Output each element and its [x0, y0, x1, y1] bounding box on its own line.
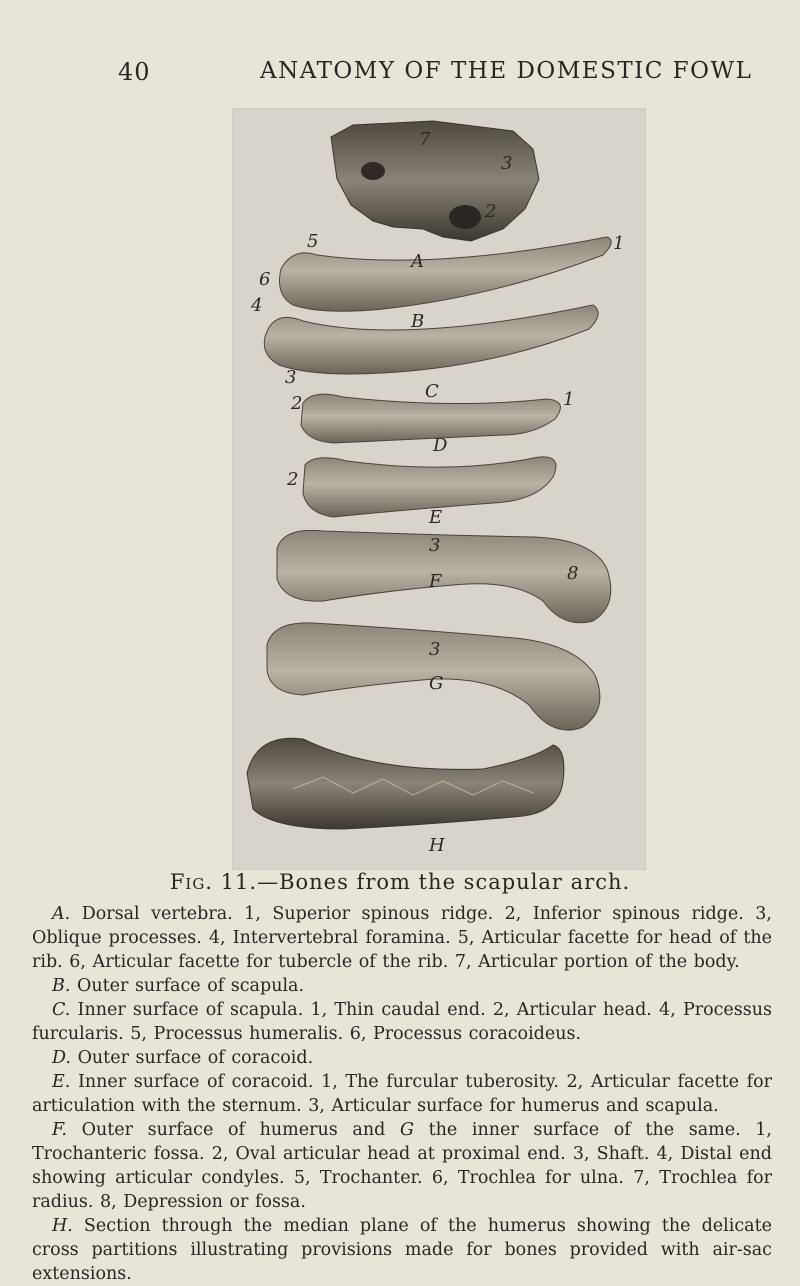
- legend-letter-a: A.: [52, 904, 71, 924]
- legend-paragraph-e: [32, 1070, 772, 1118]
- bone-a-number-7: 7: [419, 129, 431, 150]
- bone-c-number-3: 3: [285, 367, 297, 388]
- bone-d-number-2: 2: [287, 469, 299, 490]
- bone-a-number-4: 4: [251, 295, 263, 316]
- caption-fig-title: —Bones from the scapular arch.: [257, 870, 631, 894]
- bone-c-scapula-inner: [264, 305, 598, 374]
- bone-a-vertebra: [331, 121, 539, 241]
- label-b: B: [411, 311, 425, 332]
- legend-text-a: Dorsal vertebra. 1, Superior spinous ridge. 2, Inferior spinous ridge. 3, Oblique processes. 4, Intervertebral foramina. 5, Articular facette for head of the rib. 6, Articular facette for tubercle of the rib. 7, Articular portion of the body.: [32, 904, 772, 972]
- bone-a-number-1: 1: [613, 233, 625, 254]
- legend-text-c: Inner surface of scapula. 1, Thin caudal end. 2, Articular head. 4, Processus furcularis. 5, Processus humeralis. 6, Processus coracoideus.: [32, 1000, 772, 1044]
- running-head: ANATOMY OF THE DOMESTIC FOWL: [260, 58, 753, 84]
- bone-b-scapula-outer: [280, 237, 612, 311]
- page-number: 40: [118, 58, 151, 86]
- legend-text-h: Section through the median plane of the humerus showing the delicate cross partitions illustrating provisions made for bones provided with air-sac extensions.: [32, 1216, 772, 1284]
- legend-paragraph-a: [32, 902, 772, 974]
- legend-letter-g: G: [399, 1120, 414, 1140]
- label-e: E: [429, 507, 443, 528]
- bone-a-number-5: 5: [307, 231, 319, 252]
- bone-f-number-8: 8: [567, 563, 579, 584]
- label-c: C: [425, 381, 439, 402]
- bones-illustration: [233, 109, 645, 869]
- figure-caption: [0, 870, 800, 894]
- legend-letter-f: F.: [52, 1120, 67, 1140]
- bone-a-number-2: 2: [485, 201, 497, 222]
- label-g: G: [429, 673, 444, 694]
- legend-text-g: the inner surface of the same. 1, Trochanteric fossa. 2, Oval articular head at proximal end. 3, Shaft. 4, Distal end showing articular condyles. 5, Trochanter. 6, Trochlea for ulna. 7, Trochlea for radius. 8, Depression or fossa.: [32, 1120, 772, 1212]
- bone-h-humerus-section: [247, 738, 564, 829]
- bone-g-number-3: 3: [429, 639, 441, 660]
- legend-text-d: Outer surface of coracoid.: [77, 1048, 314, 1068]
- figure-plate: [232, 108, 646, 870]
- legend-paragraph-fg: [32, 1118, 772, 1214]
- label-h: H: [429, 835, 445, 856]
- bone-f-humerus-outer: [277, 530, 611, 622]
- caption-fig-number: 11.: [220, 870, 258, 894]
- bone-f-number-3: 3: [429, 535, 441, 556]
- label-a: A: [411, 251, 424, 272]
- legend-letter-b: B.: [52, 976, 71, 996]
- label-f: F: [429, 571, 442, 592]
- legend-letter-c: C.: [52, 1000, 71, 1020]
- bone-a-number-3: 3: [501, 153, 513, 174]
- legend-paragraph-c: [32, 998, 772, 1046]
- caption-fig-prefix: Fig.: [169, 870, 213, 894]
- legend-letter-d: D.: [52, 1048, 71, 1068]
- page-header: [0, 58, 800, 98]
- legend-paragraph-d: [32, 1046, 772, 1070]
- legend-text-b: Outer surface of scapula.: [77, 976, 305, 996]
- legend-letter-e: E.: [52, 1072, 71, 1092]
- bone-c-number-2: 2: [291, 393, 303, 414]
- legend-text-e: Inner surface of coracoid. 1, The furcular tuberosity. 2, Articular facette for articulation with the sternum. 3, Articular surface for humerus and scapula.: [32, 1072, 772, 1116]
- legend-letter-h: H.: [52, 1216, 73, 1236]
- legend-paragraph-b: [32, 974, 772, 998]
- label-d: D: [433, 435, 448, 456]
- bone-a-number-6: 6: [259, 269, 271, 290]
- bone-c-number-1: 1: [563, 389, 575, 410]
- figure-legend: [32, 902, 772, 1286]
- legend-text-f: Outer surface of humerus and: [81, 1120, 386, 1140]
- legend-paragraph-h: [32, 1214, 772, 1286]
